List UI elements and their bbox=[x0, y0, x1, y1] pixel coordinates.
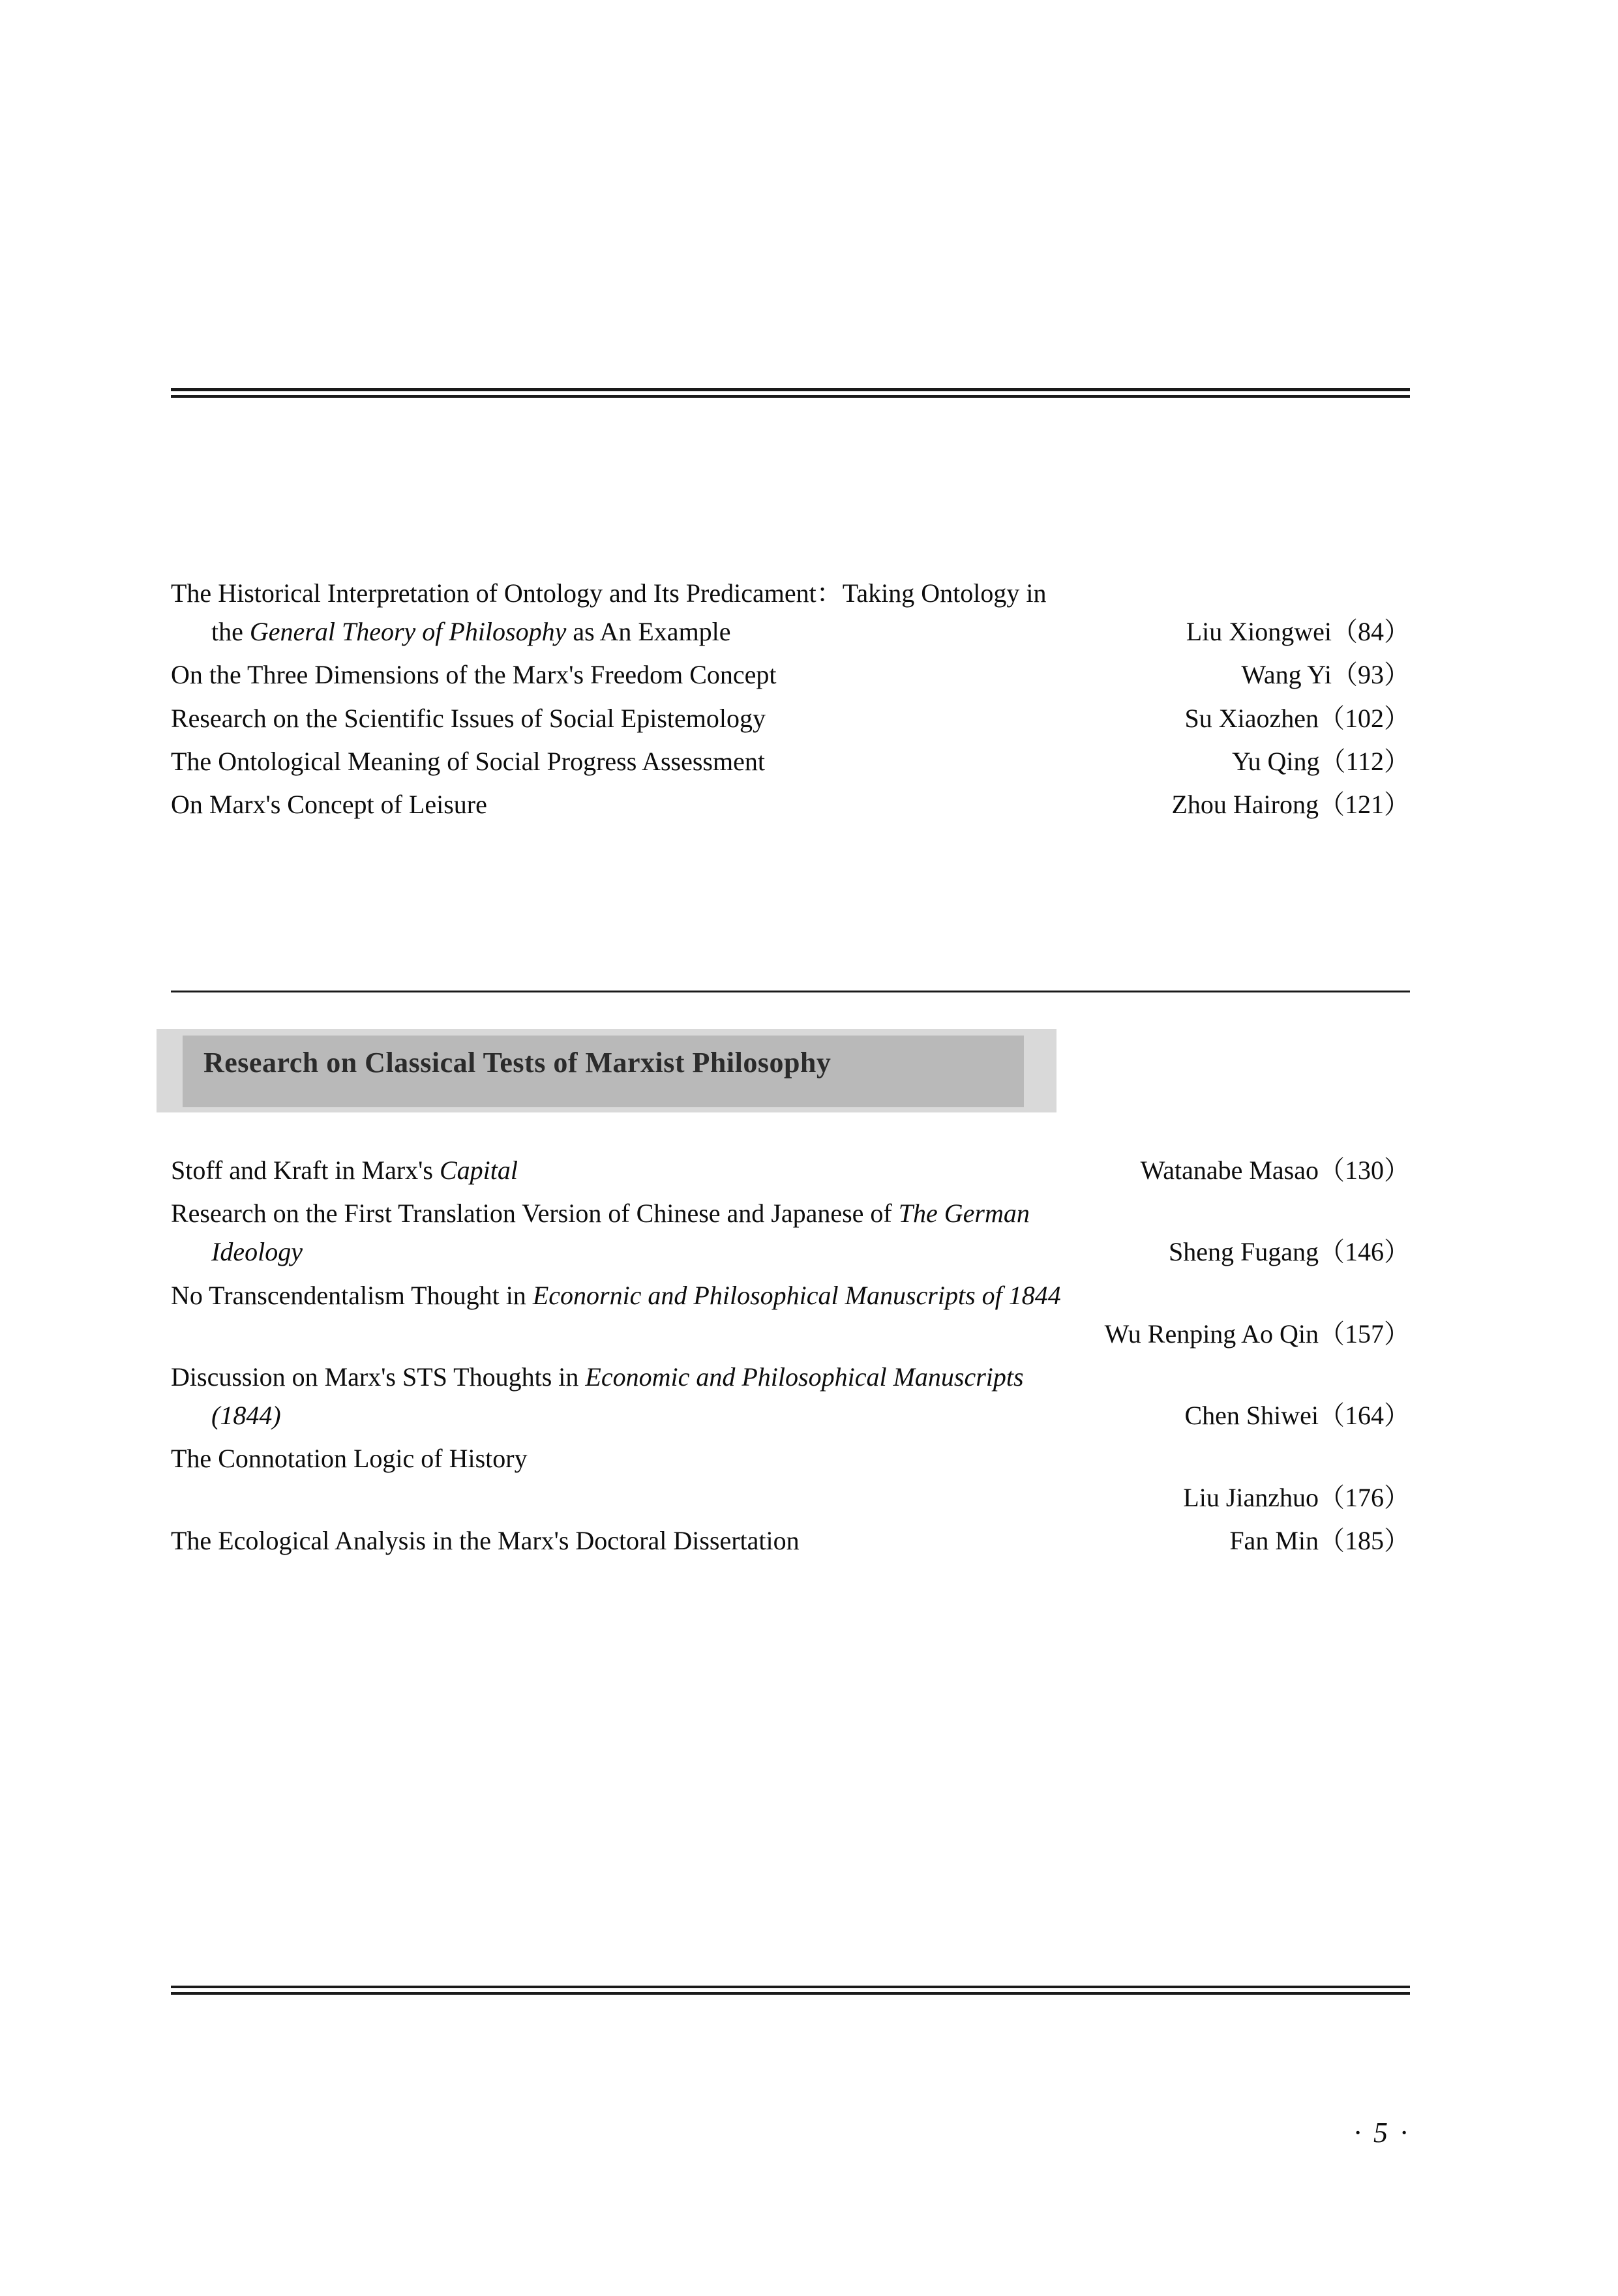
toc-entry-author-page: Wu Renping Ao Qin（157） bbox=[1104, 1319, 1410, 1349]
title-text: The Historical Interpretation of Ontology and Its Predicament：Taking Ontology in bbox=[171, 578, 1047, 608]
toc-entry[interactable] bbox=[171, 655, 1410, 694]
toc-entry-author-page: Yu Qing（112） bbox=[1232, 746, 1410, 776]
toc-entry-author-page: Chen Shiwei（164） bbox=[1184, 1401, 1410, 1431]
page-number: · 5 · bbox=[1354, 2117, 1410, 2149]
toc-entry-title bbox=[171, 785, 487, 824]
toc-entry-title bbox=[171, 1396, 281, 1435]
toc-entry-line bbox=[171, 1396, 1410, 1435]
section-separator-rule bbox=[171, 991, 1410, 992]
toc-entry[interactable] bbox=[171, 699, 1410, 738]
toc-entry-title bbox=[171, 1358, 1024, 1396]
toc-entry-title bbox=[171, 1194, 1030, 1232]
toc-entry-title bbox=[171, 574, 1046, 612]
title-italic-text: (1844) bbox=[211, 1401, 281, 1431]
section-heading-band bbox=[157, 1029, 1056, 1112]
toc-entry-line bbox=[171, 1439, 1410, 1478]
toc-list-bottom bbox=[171, 1151, 1410, 1564]
toc-entry-line bbox=[171, 1358, 1410, 1396]
title-text: the bbox=[211, 617, 250, 647]
toc-entry-author-page: Sheng Fugang（146） bbox=[1169, 1237, 1410, 1267]
toc-entry[interactable] bbox=[171, 574, 1410, 651]
toc-entry[interactable] bbox=[171, 1276, 1410, 1353]
toc-entry-line bbox=[171, 742, 1410, 781]
toc-entry-title bbox=[171, 1439, 528, 1478]
toc-entry-author-page: Zhou Hairong（121） bbox=[1171, 789, 1410, 819]
header-double-rule bbox=[171, 388, 1410, 398]
toc-entry-author-page: Liu Xiongwei（84） bbox=[1186, 617, 1410, 647]
toc-entry-title bbox=[171, 1232, 303, 1271]
toc-entry-title bbox=[171, 1151, 518, 1189]
toc-entry-title bbox=[171, 1521, 800, 1560]
title-italic-text: Economic and Philosophical Manuscripts bbox=[585, 1362, 1024, 1392]
toc-list-top bbox=[171, 574, 1410, 828]
toc-entry-title bbox=[171, 612, 731, 651]
toc-entry-line bbox=[171, 1315, 1410, 1353]
section-heading-text: Research on Classical Tests of Marxist Philosophy bbox=[203, 1047, 831, 1079]
toc-entry-author-page: Watanabe Masao（130） bbox=[1140, 1155, 1410, 1185]
title-text: Research on the Scientific Issues of Social Epistemology bbox=[171, 703, 766, 733]
toc-entry-line bbox=[171, 785, 1410, 824]
title-italic-text: Ideology bbox=[211, 1237, 303, 1267]
title-italic-text: Econornic and Philosophical Manuscripts of 1844 bbox=[532, 1280, 1061, 1310]
toc-entry[interactable] bbox=[171, 1194, 1410, 1271]
toc-entry-line bbox=[171, 699, 1410, 738]
title-italic-text: Capital bbox=[439, 1155, 518, 1185]
title-text: On the Three Dimensions of the Marx's Freedom Concept bbox=[171, 660, 777, 690]
toc-entry-line bbox=[171, 1478, 1410, 1517]
toc-entry-author-page: Wang Yi（93） bbox=[1241, 660, 1410, 690]
footer-double-rule bbox=[171, 1986, 1410, 1995]
title-italic-text: General Theory of Philosophy bbox=[249, 617, 567, 647]
toc-entry-line bbox=[171, 612, 1410, 651]
title-text: The Ontological Meaning of Social Progress Assessment bbox=[171, 746, 765, 776]
toc-entry[interactable] bbox=[171, 1358, 1410, 1435]
toc-entry-line bbox=[171, 1276, 1410, 1315]
toc-entry-line bbox=[171, 655, 1410, 694]
toc-entry-line bbox=[171, 574, 1410, 612]
toc-entry-author-page: Su Xiaozhen（102） bbox=[1184, 703, 1410, 733]
toc-entry-line bbox=[171, 1521, 1410, 1560]
toc-entry[interactable] bbox=[171, 1521, 1410, 1560]
toc-entry-line bbox=[171, 1194, 1410, 1232]
toc-entry-title bbox=[171, 699, 766, 738]
title-text: Research on the First Translation Version of Chinese and Japanese of bbox=[171, 1199, 899, 1229]
toc-entry[interactable] bbox=[171, 1151, 1410, 1189]
toc-entry[interactable] bbox=[171, 742, 1410, 781]
title-text: The Ecological Analysis in the Marx's Doctoral Dissertation bbox=[171, 1525, 800, 1555]
title-text: On Marx's Concept of Leisure bbox=[171, 789, 487, 819]
footer-rule-line-2 bbox=[171, 1992, 1410, 1995]
title-text: as An Example bbox=[566, 617, 731, 647]
title-text: No Transcendentalism Thought in bbox=[171, 1280, 533, 1310]
title-text: The Connotation Logic of History bbox=[171, 1444, 528, 1474]
toc-entry[interactable] bbox=[171, 1439, 1410, 1516]
toc-entry-author-page: Fan Min（185） bbox=[1229, 1525, 1410, 1555]
toc-entry[interactable] bbox=[171, 785, 1410, 824]
toc-entry-line bbox=[171, 1232, 1410, 1271]
toc-entry-title bbox=[171, 742, 765, 781]
header-rule-line-2 bbox=[171, 395, 1410, 398]
toc-entry-author-page: Liu Jianzhuo（176） bbox=[1183, 1482, 1410, 1512]
toc-entry-title bbox=[171, 1276, 1061, 1315]
toc-entry-title bbox=[171, 655, 777, 694]
title-text: Discussion on Marx's STS Thoughts in bbox=[171, 1362, 586, 1392]
title-text: Stoff and Kraft in Marx's bbox=[171, 1155, 440, 1185]
toc-entry-line bbox=[171, 1151, 1410, 1189]
title-italic-text: The German bbox=[898, 1199, 1030, 1229]
